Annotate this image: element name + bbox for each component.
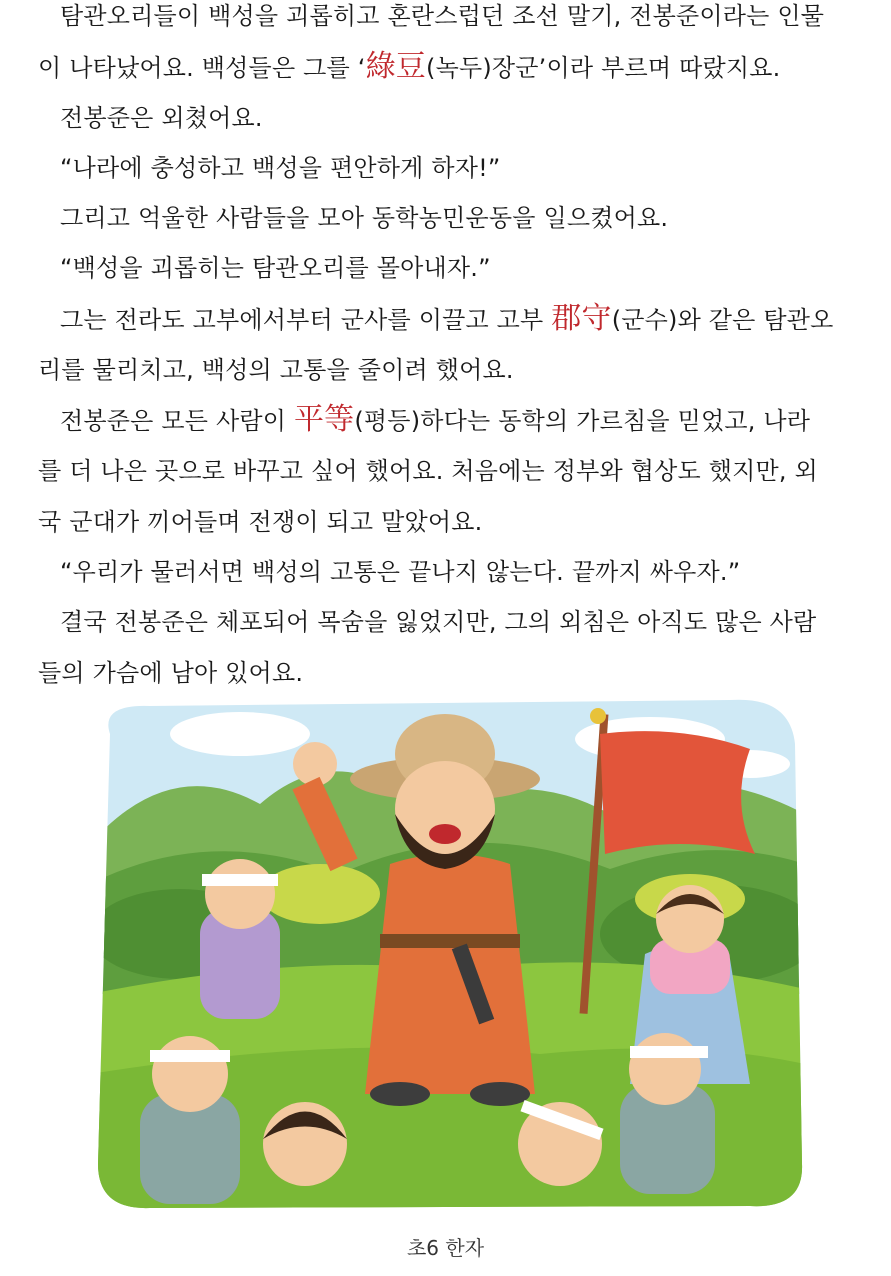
- story-line: [38, 661, 303, 685]
- text-span: “백성을 괴롭히는 탐관오리를 몰아내자.”: [60, 254, 491, 282]
- villager-left-bottom: [140, 1036, 240, 1204]
- bush: [260, 864, 380, 924]
- jeon-bongjun-illustration-icon: [90, 694, 805, 1214]
- text-span: 그는 전라도 고부에서부터 군사를 이끌고 고부: [60, 306, 552, 334]
- red-flag: [600, 731, 755, 854]
- flag-pole-finial: [590, 708, 606, 724]
- story-line: [38, 459, 818, 483]
- text-span: 탐관오리들이 백성을 괴롭히고 혼란스럽던 조선 말기, 전봉준이라는 인물: [60, 2, 825, 30]
- villager-right-bottom: [620, 1033, 715, 1194]
- text-span: 전봉준은 모든 사람이: [60, 407, 294, 435]
- text-span: (군수)와 같은 탐관오: [611, 306, 834, 334]
- leader-belt: [380, 934, 520, 948]
- leader-robe: [365, 854, 535, 1094]
- leader-mouth: [429, 824, 461, 844]
- text-span: 그리고 억울한 사람들을 모아 동학농민운동을 일으켰어요.: [60, 204, 669, 232]
- text-span: “나라에 충성하고 백성을 편안하게 하자!”: [60, 154, 501, 182]
- story-line: [60, 106, 263, 130]
- leader-shoe: [470, 1082, 530, 1106]
- text-span: (녹두)장군’이라 부르며 따랐지요.: [426, 54, 781, 82]
- story-line: [60, 301, 834, 336]
- text-span: 국 군대가 끼어들며 전쟁이 되고 말았어요.: [38, 508, 483, 536]
- story-line: [60, 610, 816, 634]
- cloud: [170, 712, 310, 756]
- text-span: 이 나타났어요. 백성들은 그를 ‘: [38, 54, 366, 82]
- story-line: [38, 49, 781, 84]
- villager-front-left: [263, 1102, 347, 1186]
- text-span: 들의 가슴에 남아 있어요.: [38, 659, 304, 687]
- story-line: [60, 402, 811, 437]
- villager-left-top: [200, 859, 280, 1019]
- leader-shoe: [370, 1082, 430, 1106]
- text-span: 전봉준은 외쳤어요.: [60, 104, 263, 132]
- story-line: [38, 358, 514, 382]
- hanja-gunsu: 郡守: [551, 301, 612, 336]
- text-span: “우리가 물러서면 백성의 고통은 끝나지 않는다. 끝까지 싸우자.”: [60, 558, 741, 586]
- story-line: [60, 256, 491, 280]
- text-span: 리를 물리치고, 백성의 고통을 줄이려 했어요.: [38, 356, 514, 384]
- story-line: [60, 4, 824, 28]
- story-line: [38, 510, 483, 534]
- text-span: (평등)하다는 동학의 가르침을 믿었고, 나라: [354, 407, 811, 435]
- story-line: [60, 206, 668, 230]
- text-span: 를 더 나은 곳으로 바꾸고 싶어 했어요. 처음에는 정부와 협상도 했지만, 외: [38, 457, 818, 485]
- text-span: 결국 전봉준은 체포되어 목숨을 잃었지만, 그의 외침은 아직도 많은 사람: [60, 608, 817, 636]
- story-line: [60, 560, 740, 584]
- illustration-svg: [90, 694, 805, 1214]
- page-footer-label: 초6 한자: [406, 1236, 485, 1260]
- story-line: [60, 156, 501, 180]
- hanja-nokdu: 綠豆: [365, 49, 426, 84]
- hanja-pyeongdeung: 平等: [293, 402, 355, 437]
